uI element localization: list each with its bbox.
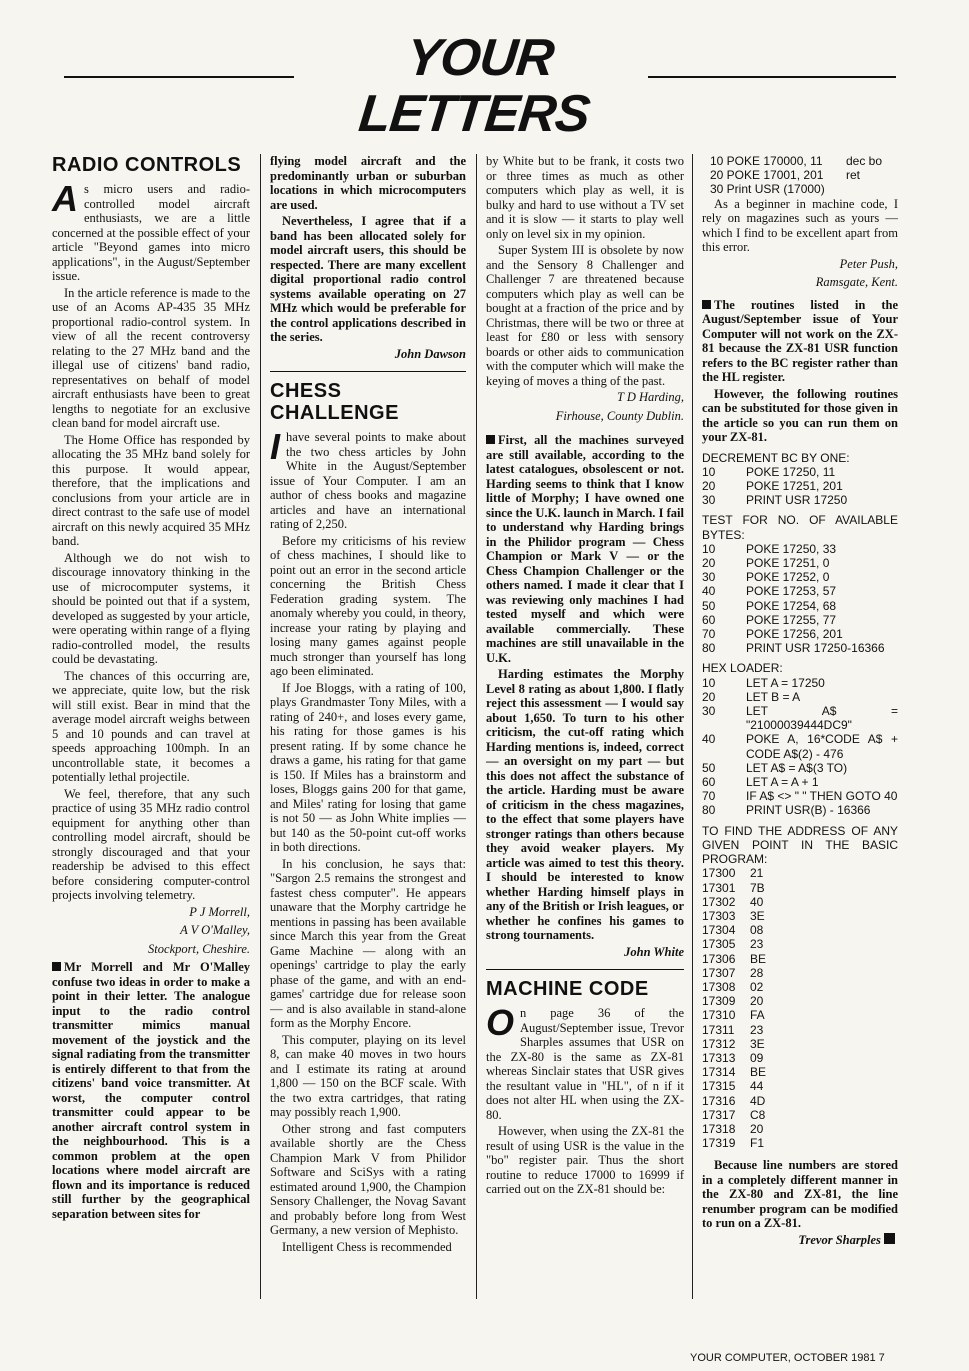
code-line: 30 Print USR (17000)	[710, 182, 825, 197]
line-number: 17312	[702, 1036, 736, 1051]
line-number: 20	[702, 556, 716, 571]
letter-paragraph: As micro users and radio-controlled model aircraft enthusiasts, we are a little concerned at the possible effect of your article "Beyond games into micro applications", in the August/September issue.	[52, 178, 250, 283]
code-statement: 09	[750, 1050, 764, 1065]
letter-paragraph: The Home Office has responded by allocating the 35 MHz band solely for this purpose. It would appear, therefore, that the implications and conclusions from your article are in direct contrast to the safe use of model aircraft on this newly acquired 35 MHz band.	[52, 432, 250, 548]
section-heading-radio-controls: RADIO CONTROLS	[52, 154, 242, 176]
letter-paragraph: In the article reference is made to the use of an Acoms AP-435 35 MHz proportional radio-control system. In view of all the recent controversy relating to the 27 MHz band and the illegal use of citizens' band radio, representatives on behalf of model aircraft enthusiasts have been to great lengths to negotiate for an exclusive clean band for model aircraft use.	[52, 285, 250, 430]
code-line	[702, 1037, 898, 1051]
editor-reply: Mr Morrell and Mr O'Malley confuse two ideas in order to make a point in their letter. The analogue input to the radio control transmitter mimics manual movement of the joystick and the signal radiating from the transmitter is entirely different to that from the citizens' band voice transmitter. At worst, the computer control transmitter could appear to be another aircraft control system in the neighbourhood. This is a common problem at the open locations where model aircraft are flown and its importance is reduced still further by the geographical separation between sites for	[52, 960, 250, 1221]
line-number: 17309	[702, 994, 736, 1009]
code-line	[702, 775, 898, 789]
section-heading-chess-challenge: CHESS CHALLENGE	[270, 380, 399, 424]
code-line	[702, 570, 898, 584]
code-listing-zx80	[710, 154, 898, 197]
line-number: 17300	[702, 866, 736, 881]
column-4	[702, 154, 898, 1251]
signature: Peter Push,	[839, 256, 898, 271]
drop-cap: O	[486, 1002, 515, 1043]
column-3	[486, 154, 684, 1199]
line-number: 17316	[702, 1093, 736, 1108]
code-statement: 02	[750, 979, 764, 994]
line-number: 17306	[702, 951, 736, 966]
line-number: 17301	[702, 880, 736, 895]
column-divider	[692, 154, 693, 1299]
signature: John Dawson	[394, 346, 466, 361]
line-number: 17319	[702, 1136, 736, 1151]
editor-reply: flying model aircraft and the predominantly urban or suburban locations in which microcomputers are used.	[270, 154, 466, 212]
code-line	[702, 493, 898, 507]
letter-paragraph: However, when using the ZX-81 the result of using USR is the value in the "bo" register pair. Thus the short routine to reduce 17000 to 16999 if carried out on the ZX-81 should be:	[486, 1124, 684, 1196]
code-line	[702, 627, 898, 641]
letter-paragraph: In his conclusion, he says that: "Sargon 2.5 remains the strongest and fastest chess computer". He appears unaware that the Morphy cartridge he mentions in passing has been available since March this year from the Great Game Machine — along with an openings' cartridge to play the early phase of the game, and with an end-games' cartridge due for release soon — and is also available in stand-alone form as the Morphy Encore.	[270, 856, 466, 1030]
page-title: YOUR LETTERS	[356, 29, 593, 143]
code-statement: 44	[750, 1079, 764, 1094]
code-statement: POKE 17253, 57	[746, 584, 837, 599]
code-statement: 3E	[750, 1036, 765, 1051]
code-statement: F1	[750, 1136, 765, 1151]
code-statement: 20	[750, 1121, 764, 1136]
signature: P J Morrell,	[189, 904, 250, 919]
line-number: 17313	[702, 1050, 736, 1065]
letter-paragraph: Before my criticisms of his review of chess machines, I should like to point out an error in the second article concerning the British Chess Federation grading system. The anomaly whereby you could, in theory, increase your rating by playing and losing many games against people much stronger than yourself has long ago been eliminated.	[270, 533, 466, 678]
editor-reply: First, all the machines surveyed are still available, according to the latest catalogues, obsolescent or not. Harding seems to think that I know little of Morphy; I have owned one since the U.K. launch in March. I fail to understand why Harding brings in the Philidor program — Chess Champion or Mark V — or the Chess Champion Challenger or the others named. I made it clear that I was reviewing only machines I had tested myself and which were available commercially. These machines are still unavailable in the U.K.	[486, 433, 684, 665]
editor-reply: Nevertheless, I agree that if a band has been allocated solely for model aircraft users, this should be respected. There are many excellent digital proportional radio control systems available operating on 27 MHz which would be preferable for the control applications described in the series.	[270, 214, 466, 344]
line-number: 17314	[702, 1065, 736, 1080]
code-line	[702, 803, 898, 817]
code-line	[702, 1008, 898, 1022]
editor-reply: The routines listed in the August/September issue of Your Computer will not work on the ZX-81 because the ZX-81 USR function refers to the BC register rather than the HL register.	[702, 297, 898, 385]
letter-paragraph: by White but to be frank, it costs two or three times as much as other computers which play as well, it is bulky and hard to use without a TV set and it is slow — it starts to play well only on level six in my opinion.	[486, 154, 684, 241]
code-line	[702, 881, 898, 895]
drop-cap: I	[270, 426, 281, 467]
letter-paragraph: This computer, playing on its level 8, can make 40 moves in two hours and I estimate its rating at around 1,800 — 150 on the BCF scale. With the two extra cartridges, that rating may possibly reach 1,900.	[270, 1032, 466, 1119]
code-statement: C8	[750, 1107, 766, 1122]
letter-paragraph: Ihave several points to make about the two chess articles by John White in the August/September issue of Your Computer. I am an author of chess books and magazine articles and have an international rating of 2,250.	[270, 426, 466, 531]
code-line	[702, 1094, 898, 1108]
line-number: 20	[702, 689, 716, 704]
code-statement: POKE 17256, 201	[746, 627, 843, 642]
code-line	[702, 732, 898, 760]
letter-paragraph: Super System III is obsolete by now and the Sensory 8 Challenger and Challenger 7 are threatened because computers which play as well can be bought at a fraction of the price and by Christmas, there will be two or three at least for £80 or less with sensory boards or other aids to communication with the computer which will make the keying of moves a thing of the past.	[486, 243, 684, 388]
code-line	[702, 1108, 898, 1122]
line-number: 70	[702, 789, 716, 804]
section-divider	[270, 371, 466, 372]
line-number: 10	[702, 464, 716, 479]
signature-location: Stockport, Cheshire.	[148, 941, 250, 956]
code-statement: POKE 17250, 11	[746, 464, 836, 479]
line-number: 17311	[702, 1022, 735, 1037]
column-2	[270, 154, 466, 1256]
line-number: 17303	[702, 908, 736, 923]
code-line	[702, 556, 898, 570]
code-line	[702, 923, 898, 937]
code-line	[702, 952, 898, 966]
code-statement: LET B = A	[746, 689, 801, 704]
line-number: 40	[702, 584, 716, 599]
code-line	[702, 761, 898, 775]
code-line	[702, 994, 898, 1008]
letter-paragraph: On page 36 of the August/September issue, Trevor Sharples assumes that USR on the ZX-80 is the same as ZX-81 whereas Sinclair states that USR gives the resultant value in "HL", of n if it does not alter HL when using the ZX-80.	[486, 1002, 684, 1122]
code-statement: 7B	[750, 880, 765, 895]
code-statement: POKE A, 16*CODE A$ + CODE A$(2) - 476	[746, 732, 898, 761]
letter-paragraph: The chances of this occurring are, we appreciate, quite low, but the risk will still exist. Bear in mind that the average model aircraft weighs between 5 and 10 pounds and can travel at speeds approaching 100mph. In an uncontrollable state, it becomes a potentially lethal projectile.	[52, 668, 250, 784]
code-line	[702, 704, 898, 732]
code-statement: POKE 17255, 77	[746, 612, 837, 627]
code-statement: POKE 17251, 201	[746, 479, 843, 494]
editor-reply: Because line numbers are stored in a completely different manner in the ZX-80 and ZX-81, the line renumber program can be modified to run on a ZX-81.	[702, 1158, 898, 1231]
line-number: 70	[702, 627, 716, 642]
code-statement: 4D	[750, 1093, 766, 1108]
section-heading-machine-code: MACHINE CODE	[486, 978, 649, 1000]
signature-location: Firhouse, County Dublin.	[555, 408, 684, 423]
code-line	[702, 690, 898, 704]
letter-paragraph: We feel, therefore, that any such practice of using 35 MHz radio control equipment for anything other than controlling model aircraft, should be strongly discouraged and that your readership be advised to this effect before considering computer-control projects involving telemetry.	[52, 786, 250, 902]
masthead-rule-right	[648, 76, 896, 78]
line-number: 17302	[702, 894, 736, 909]
code-statement: 3E	[750, 908, 765, 923]
page-footer: YOUR COMPUTER, OCTOBER 1981 7	[690, 1352, 885, 1364]
code-line	[702, 980, 898, 994]
code-line	[702, 789, 898, 803]
code-line	[702, 465, 898, 479]
code-statement: PRINT USR 17250-16366	[746, 641, 885, 656]
end-square-icon	[884, 1233, 895, 1244]
signature: T D Harding,	[616, 390, 684, 404]
signature-location: Ramsgate, Kent.	[815, 275, 898, 290]
code-line: 10 POKE 170000, 11 dec bo	[710, 154, 883, 168]
code-line	[702, 866, 898, 880]
signature: John White	[624, 944, 684, 959]
code-line	[702, 584, 898, 598]
line-number: 80	[702, 803, 716, 818]
code-line	[702, 676, 898, 690]
line-number: 50	[702, 760, 716, 775]
line-number: 30	[702, 704, 716, 719]
line-number: 17315	[702, 1079, 736, 1094]
code-line	[702, 1065, 898, 1079]
code-statement: 23	[750, 937, 764, 952]
line-number: 10	[702, 675, 716, 690]
signature: Trevor Sharples	[702, 1233, 898, 1248]
code-statement: LET A$ = A$(3 TO)	[746, 760, 848, 775]
code-label: HEX LOADER:	[702, 661, 783, 676]
code-statement: BE	[750, 1065, 767, 1080]
code-statement: POKE 17252, 0	[746, 570, 830, 585]
code-line	[702, 1122, 898, 1136]
line-number: 17307	[702, 965, 736, 980]
code-listing-decrement	[702, 451, 898, 1151]
code-line	[702, 937, 898, 951]
masthead	[0, 29, 969, 143]
line-number: 17304	[702, 923, 736, 938]
line-number: 30	[702, 493, 716, 508]
code-statement: LET A$ = "21000039444DC9"	[746, 704, 898, 733]
line-number: 17317	[702, 1107, 736, 1122]
drop-cap: A	[52, 178, 78, 219]
line-number: 50	[702, 598, 716, 613]
code-line	[702, 909, 898, 923]
code-statement: 20	[750, 994, 764, 1009]
letter-paragraph: Other strong and fast computers available shortly are the Chess Champion Mark V from Philidor Software and SciSys with a rating estimated around 1,900, the Champion Sensory Challenger, the Novag Savant and probably before long from West Germany, a new version of Mephisto.	[270, 1121, 466, 1237]
code-line	[702, 966, 898, 980]
code-statement: LET A = 17250	[746, 675, 825, 690]
masthead-rule-left	[64, 76, 294, 78]
column-1	[52, 154, 250, 1223]
letter-paragraph: As a beginner in machine code, I rely on magazines such as yours — which I find to be excellent apart from this error.	[702, 196, 898, 255]
code-line	[702, 1079, 898, 1093]
code-label: DECREMENT BC BY ONE:	[702, 450, 850, 465]
letter-paragraph: If Joe Bloggs, with a rating of 100, plays Grandmaster Tony Miles, with a rating of 240+, and loses every game, his rating for those games is his present rating. If by some chance he draws a game, his rating for that game is 150. If Miles has a brainstorm and loses, Bloggs gains 200 for that game, and Miles' rating for losing that game is not 50 — as John White implies — but 140 as the 50-point cut-off works in both directions.	[270, 680, 466, 854]
code-line	[702, 1136, 898, 1150]
code-statement: PRINT USR(B) - 16366	[746, 803, 871, 818]
line-number: 20	[702, 479, 716, 494]
code-line	[702, 542, 898, 556]
editor-reply: Harding estimates the Morphy Level 8 rating as about 1,800. I flatly reject this assessment — I would say about 1,650. To turn to his other criticism, the cut-off rating which Harding mentions is, indeed, correct — an oversight on my part — but this does not affect the substance of the article. Harding must be aware of criticism in the chess magazines, to the effect that some players have stronger ratings than others because they avoid weaker players. My article was aimed to test this theory. I should be interested to know whether Harding himself plays in any of the British or Irish leagues, or whether he confines his games to strong tournaments.	[486, 667, 684, 942]
code-statement: BE	[750, 951, 767, 966]
line-number: 17310	[702, 1008, 736, 1023]
code-statement: POKE 17254, 68	[746, 598, 837, 613]
code-line: 20 POKE 17001, 201 ret	[710, 168, 861, 183]
code-line	[702, 613, 898, 627]
code-line	[702, 1023, 898, 1037]
square-bullet-icon	[52, 962, 61, 971]
code-statement: 21	[750, 866, 764, 881]
code-label: TO FIND THE ADDRESS OF ANY GIVEN POINT IN THE BASIC PROGRAM:	[702, 823, 898, 867]
column-divider	[260, 154, 261, 1299]
line-number: 40	[702, 732, 716, 747]
code-statement: IF A$ <> " " THEN GOTO 40	[746, 789, 898, 804]
column-divider	[476, 154, 477, 1299]
code-statement: LET A = A + 1	[746, 775, 819, 790]
code-statement: PRINT USR 17250	[746, 493, 848, 508]
square-bullet-icon	[702, 300, 711, 309]
section-divider	[486, 969, 684, 970]
line-number: 60	[702, 612, 716, 627]
code-line	[702, 1051, 898, 1065]
code-line	[702, 479, 898, 493]
line-number: 80	[702, 641, 716, 656]
code-statement: FA	[750, 1008, 765, 1023]
line-number: 10	[702, 541, 716, 556]
code-statement: 40	[750, 894, 764, 909]
line-number: 60	[702, 775, 716, 790]
square-bullet-icon	[486, 435, 495, 444]
letter-paragraph: Although we do not wish to discourage innovatory thinking in the use of microcomputer systems, it should be pointed out that if a system, developed as suggested by your article, were operating within range of a flying radio-controlled model, the results could be devastating.	[52, 550, 250, 666]
line-number: 17318	[702, 1121, 736, 1136]
line-number: 17305	[702, 937, 736, 952]
code-line	[702, 895, 898, 909]
code-line	[702, 641, 898, 655]
letter-paragraph: Intelligent Chess is recommended	[282, 1239, 452, 1254]
code-line	[702, 599, 898, 613]
line-number: 17308	[702, 979, 736, 994]
line-number: 30	[702, 570, 716, 585]
signature: A V O'Malley,	[180, 923, 250, 937]
code-statement: POKE 17251, 0	[746, 556, 830, 571]
editor-reply: However, the following routines can be substituted for those given in the article so you can run them on your ZX-81.	[702, 386, 898, 445]
code-statement: 08	[750, 923, 764, 938]
code-label: TEST FOR NO. OF AVAILABLE BYTES:	[702, 513, 898, 542]
code-statement: 23	[750, 1022, 764, 1037]
code-statement: POKE 17250, 33	[746, 541, 837, 556]
code-statement: 28	[750, 965, 764, 980]
